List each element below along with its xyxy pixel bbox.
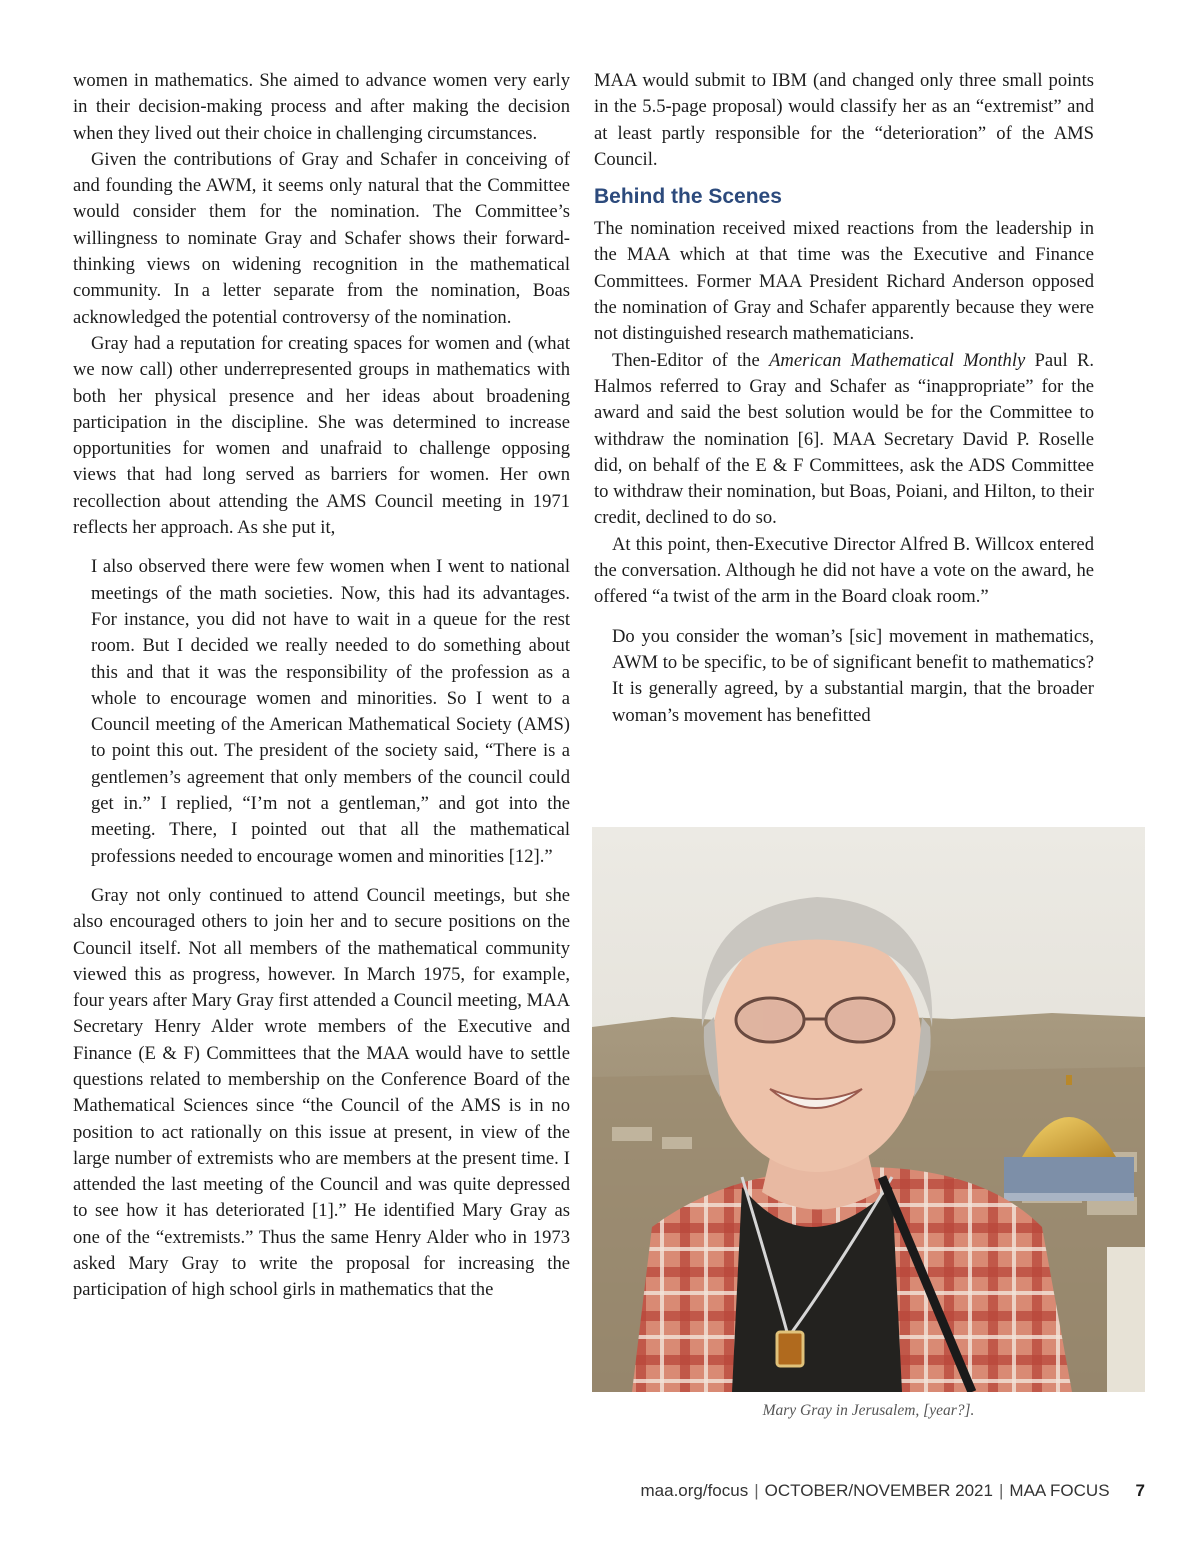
quote-text: Do you consider the woman’s [sic] movement in mathematics, AWM to be specific, to be of significant benefit to mathematics? It is generally agreed, by a substantial margin, that the broader woman’s movement has benefitted [612,625,1094,726]
photo-mary-gray [592,827,1145,1392]
footer-separator: | [754,1481,759,1500]
text-run: Then-Editor of the [612,349,770,371]
body-paragraph: The nomination received mixed reactions from the leadership in the MAA which at that time was the Executive and Finance Committees. Former MAA President Richard Anderson opposed the nomination of Gray and Schafer apparently because they were not distinguished research mathematicians. [594,218,1094,345]
block-quote [91,554,570,870]
text-run: Paul R. Halmos referred to Gray and Schafer as “inappropriate” for the award and said the best solution would be for the Committee to withdraw the nomination [6]. MAA Secretary David P. Roselle did, on behalf of the E & F Committees, ask the ADS Committee to withdraw their nomination, but Boas, Poiani, and Hilton, to their credit, declined to do so. [594,349,1095,529]
left-column [73,68,570,1304]
body-paragraph: Gray not only continued to attend Council meetings, but she also encouraged others to join her and to secure positions on the Council itself. Not all members of the mathematical community viewed this as progress, however. In March 1975, for example, four years after Mary Gray first attended a Council meeting, MAA Secretary Henry Alder wrote members of the Executive and Finance (E & F) Committees that the MAA would have to settle questions related to membership on the Conference Board of the Mathematical Sciences since “the Council of the AMS is in no position to act rationally on this issue at present, in view of the large number of extremists who are members at the present time. I attended the last meeting of the Council and was quite depressed to see how it has deteriorated [1].” He identified Mary Gray as one of the “extremists.” Thus the same Henry Alder who in 1973 asked Mary Gray to write the proposal for increasing the participation of high school girls in mathematics that the [73,884,570,1301]
body-paragraph: Gray had a reputation for creating spaces for women and (what we now call) other underrepresented groups in mathematics with both her physical presence and her ideas about broadening participation in the discipline. She was determined to increase opportunities for women and unafraid to challenge opposing views that had long served as barriers for women. Her own recollection about attending the AMS Council meeting in 1971 reflects her approach. As she put it, [73,332,570,539]
section-heading: Behind the Scenes [594,185,782,209]
page-footer [641,1481,1146,1501]
body-paragraph: women in mathematics. She aimed to advance women very early in their decision-making process and after making the decision when they lived out their choice in challenging circumstances. [73,70,570,144]
journal-title: American Mathematical Monthly [769,349,1026,371]
body-paragraph: At this point, then-Executive Director Alfred B. Willcox entered the conversation. Although he did not have a vote on the award, he offered “a twist of the arm in the Board cloak room.” [594,533,1094,608]
body-paragraph: MAA would submit to IBM (and changed only three small points in the 5.5-page proposal) would classify her as an “extremist” and at least partly responsible for the “deterioration” of the AMS Council. [594,70,1094,170]
footer-issue: OCTOBER/NOVEMBER 2021 [764,1481,993,1500]
page-number: 7 [1135,1481,1145,1500]
footer-site: maa.org/focus [640,1481,749,1500]
body-paragraph [594,348,1094,532]
block-quote [612,624,1094,729]
photo-caption: Mary Gray in Jerusalem, [year?]. [762,1402,975,1419]
quote-text: I also observed there were few women when I went to national meetings of the math societies. Now, this had its advantages. For instance, you did not have to wait in a queue for the rest room. But I decided we really needed to do something about this and that it was the responsibility of the profession as a whole to encourage women and minorities. So I went to a Council meeting of the American Mathematical Society (AMS) to point this out. The president of the society said, “There is a gentlemen’s agreement that only members of the council could get in.” I replied, “I’m not a gentleman,” and got into the meeting. There, I pointed out that all the mathematical professions needed to encourage women and minorities [12].” [91,556,570,867]
right-column [594,68,1094,742]
footer-separator: | [998,1481,1004,1500]
photo-illustration [592,827,1145,1392]
body-paragraph: Given the contributions of Gray and Schafer in conceiving of and founding the AWM, it seems only natural that the Committee would consider them for the nomination. The Committee’s willingness to nominate Gray and Schafer shows their forward-thinking views on widening recognition in the mathematical community. In a letter separate from the nomination, Boas acknowledged the potential controversy of the nomination. [73,148,570,328]
footer-publication: MAA FOCUS [1009,1481,1110,1500]
